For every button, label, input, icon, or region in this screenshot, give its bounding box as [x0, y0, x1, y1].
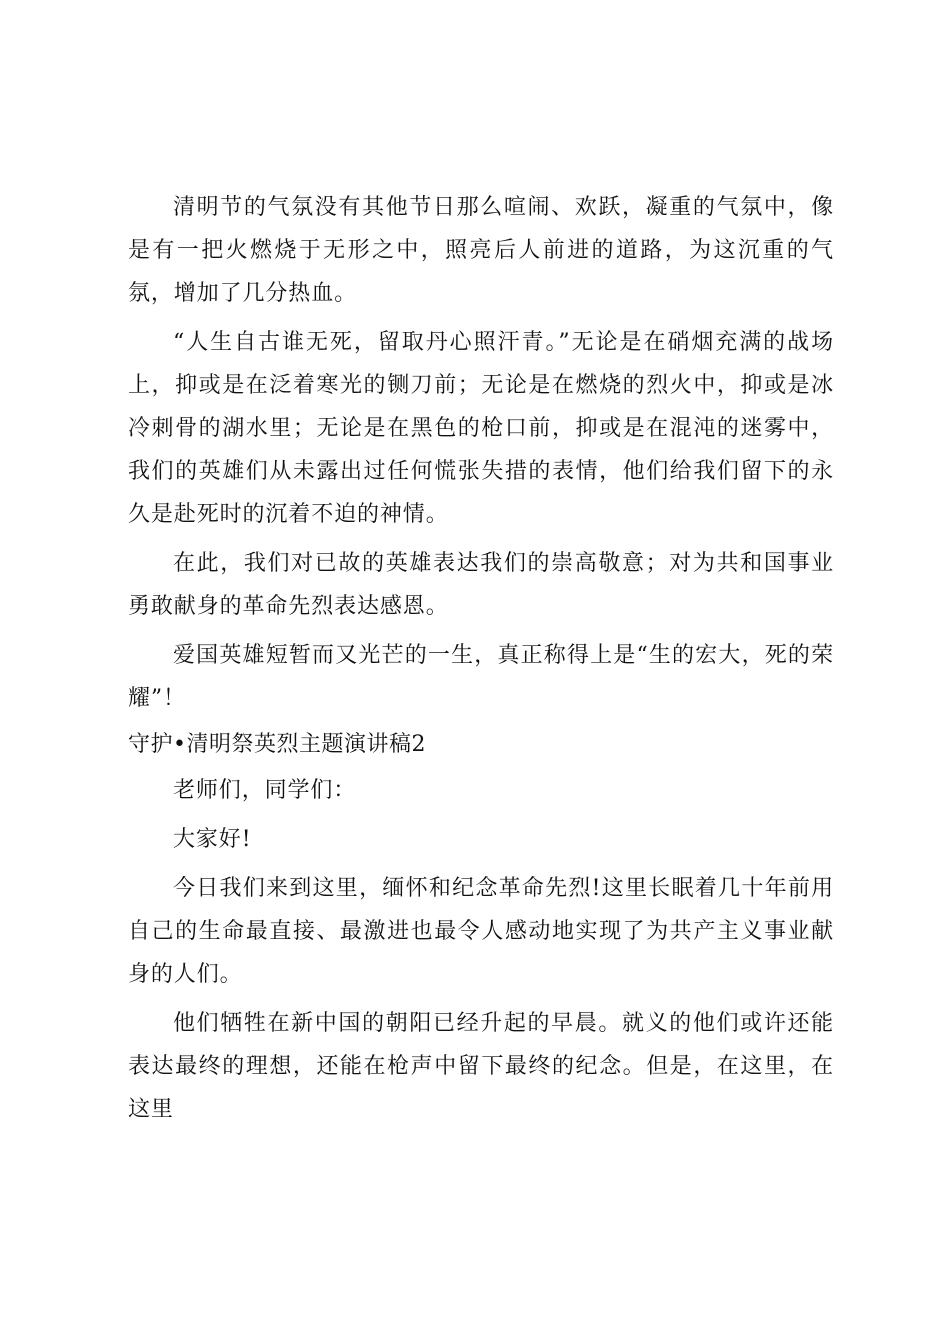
paragraph-heroes-quote: “人生自古谁无死，留取丹心照汗青。”无论是在硝烟充满的战场上，抑或是在泛着寒光的铡刀前；无论是在燃烧的烈火中，抑或是冰冷刺骨的湖水里；无论是在黑色的枪口前，抑或是在混沌的迷雾中，我们的英雄们从未露出过任何慌张失措的表情，他们给我们留下的永久是赴死时的沉着不迫的神情。 [128, 330, 834, 527]
section-title: 守护•清明祭英烈主题演讲稿2 [128, 732, 426, 757]
paragraph-sacrifice: 他们牺牲在新中国的朝阳已经升起的早晨。就义的他们或许还能表达最终的理想，还能在枪声中留下最终的纪念。但是，在这里，在这里 [128, 1011, 834, 1122]
document-body [128, 186, 834, 1131]
paragraph-tribute: 在此，我们对已故的英雄表达我们的崇高敬意；对为共和国事业勇敢献身的革命先烈表达感恩。 [128, 551, 834, 619]
paragraph-qingming-atmosphere: 清明节的气氛没有其他节日那么喧闹、欢跃，凝重的气氛中，像是有一把火燃烧于无形之中，照亮后人前进的道路，为这沉重的气氛，增加了几分热血。 [128, 195, 834, 306]
paragraph-glorious-life: 爱国英雄短暂而又光芒的一生，真正称得上是“生的宏大，死的荣耀”！ [128, 643, 834, 711]
paragraph-commemoration: 今日我们来到这里，缅怀和纪念革命先烈!这里长眠着几十年前用自己的生命最直接、最激进也最令人感动地实现了为共产主义事业献身的人们。 [128, 876, 834, 987]
paragraph-greeting: 大家好! [173, 827, 252, 852]
paragraph-salutation: 老师们，同学们： [173, 778, 357, 803]
